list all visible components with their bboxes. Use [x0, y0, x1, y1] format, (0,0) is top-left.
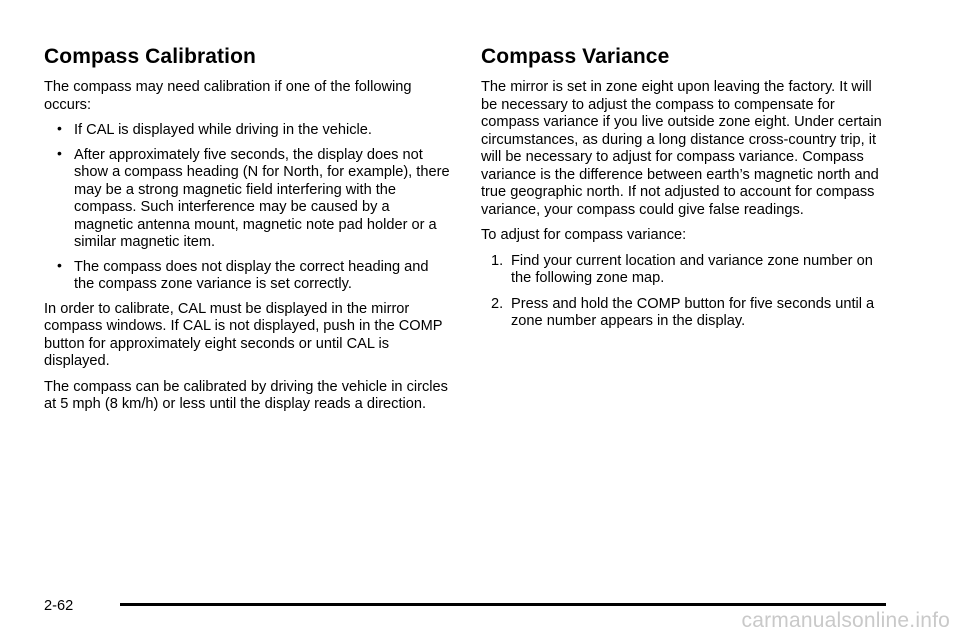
- step-number: 2.: [491, 295, 504, 312]
- step-text: Find your current location and variance zone number on the following zone map.: [511, 252, 873, 286]
- intro-paragraph: The compass may need calibration if one of the following occurs:: [44, 79, 412, 113]
- bullet-icon: •: [57, 144, 62, 161]
- driving-calibration-paragraph: The compass can be calibrated by driving the vehicle in circles at 5 mph (8 km/h) or less until the display reads a direction.: [44, 378, 448, 412]
- page-number: 2-62: [44, 598, 74, 614]
- list-item-text: The compass does not display the correct heading and the compass zone variance is set correctly.: [74, 258, 429, 292]
- step-number: 1.: [491, 252, 504, 269]
- section-title-compass-calibration: Compass Calibration: [44, 45, 256, 68]
- calibration-conditions-list: [44, 122, 452, 294]
- variance-paragraph: The mirror is set in zone eight upon leaving the factory. It will be necessary to adjust the compass to compensate for compass variance if you live outside zone eight. Under certain circumstances, as during a long distance cross-country trip, it will be necessary to adjust for compass variance. Compass variance is the difference between earth’s magnetic north and true geographic north. If not adjusted to account for compass variance, your compass could give false readings.: [481, 79, 882, 218]
- list-item: [44, 122, 452, 140]
- watermark: carmanualsonline.info: [741, 609, 950, 632]
- list-item: [44, 144, 452, 252]
- list-item: [481, 296, 891, 331]
- bullet-icon: •: [57, 120, 62, 136]
- bullet-icon: •: [57, 256, 62, 273]
- left-column: [44, 44, 452, 422]
- right-column: [481, 44, 891, 339]
- list-item: [481, 253, 891, 288]
- step-text: Press and hold the COMP button for five seconds until a zone number appears in the display.: [511, 295, 875, 329]
- steps-intro: To adjust for compass variance:: [481, 227, 687, 243]
- list-item-text: After approximately five seconds, the display does not show a compass heading (N for North, for example), there may be a strong magnetic field interfering with the compass. Such interference may be caused by a magnetic antenna mount, magnetic note pad holder or a similar magnetic item.: [74, 146, 450, 250]
- list-item-text: If CAL is displayed while driving in the vehicle.: [74, 122, 372, 138]
- footer-divider: [120, 603, 886, 606]
- variance-steps-list: [481, 253, 891, 331]
- section-title-compass-variance: Compass Variance: [481, 45, 670, 68]
- list-item: [44, 256, 452, 294]
- calibrate-paragraph: In order to calibrate, CAL must be displayed in the mirror compass windows. If CAL is not displayed, push in the COMP button for approximately eight seconds or until CAL is displayed.: [44, 300, 443, 369]
